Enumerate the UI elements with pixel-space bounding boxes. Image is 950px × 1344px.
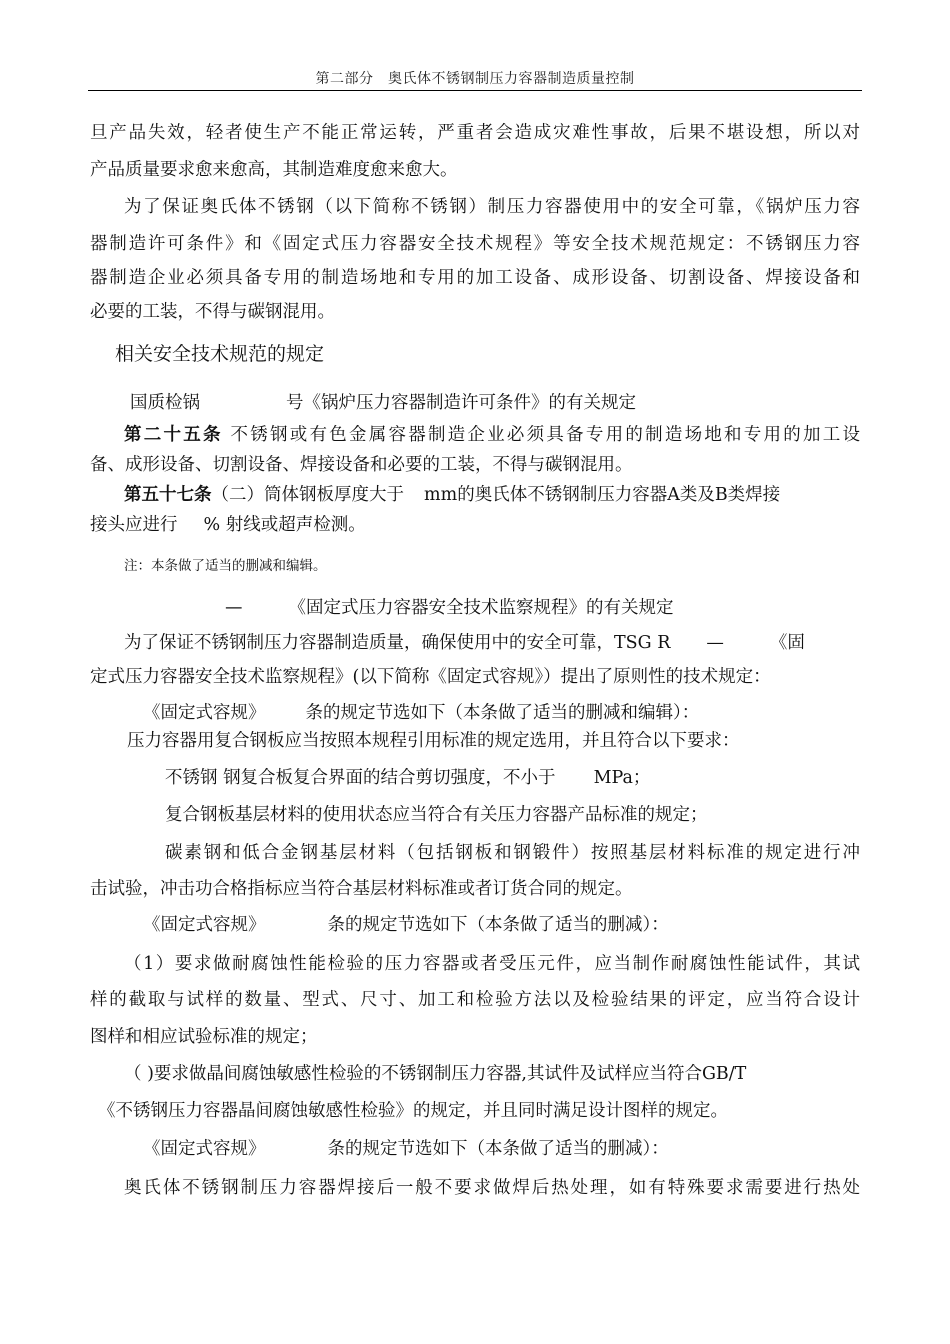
art57-cont — [90, 515, 366, 535]
item1-b: MPa； — [593, 768, 651, 788]
c1-cont-1: 样的截取与试样的数量、型式、尺寸、加工和检验方法以及检验结果的评定，应当符合设计 — [90, 990, 860, 1010]
item3-cont: 击试验，冲击功合格指标应当符合基层材料标准或者订货合同的规定。 — [90, 879, 633, 899]
page-header: 第二部分 奥氏体不锈钢制压力容器制造质量控制 — [315, 71, 635, 87]
sub2-p1-b: — — [706, 633, 724, 653]
sub2-p1-c: 《固 — [769, 633, 805, 653]
art57-cont-b: % 射线或超声检测。 — [203, 515, 366, 535]
art57-label: 第五十七条 — [124, 485, 212, 505]
intro-line-6: 必要的工装，不得与碳钢混用。 — [90, 302, 335, 322]
sub1-title-b: 号《锅炉压力容器制造许可条件》的有关规定 — [286, 393, 636, 413]
sub2-title — [225, 598, 674, 618]
sel2-line — [143, 915, 669, 935]
art25-cont: 备、成形设备、切割设备、焊接设备和必要的工装，不得与碳钢混用。 — [90, 455, 633, 475]
sub2-p1 — [124, 633, 805, 653]
sub2-p1-cont: 定式压力容器安全技术监察规程》(以下简称《固定式容规》）提出了原则性的技术规定： — [90, 667, 771, 687]
sel3-a: 《固定式容规》 — [143, 1139, 266, 1159]
art25-text: 不锈钢或有色金属容器制造企业必须具备专用的制造场地和专用的加工设 — [230, 425, 861, 445]
art57-cont-a: 接头应进行 — [90, 515, 178, 535]
art25-label: 第二十五条 — [124, 425, 223, 445]
header-rule — [88, 90, 862, 91]
sub1-title-a: 国质检锅 — [130, 393, 200, 413]
item1-line — [165, 768, 650, 788]
intro-line-2: 产品质量要求愈来愈高，其制造难度愈来愈大。 — [90, 160, 458, 180]
sel1-line — [143, 703, 699, 723]
sel1-line-2: 压力容器用复合钢板应当按照本规程引用标准的规定选用，并且符合以下要求： — [127, 731, 740, 751]
sel1-a: 《固定式容规》 — [143, 703, 266, 723]
sub1-note: 注：本条做了适当的删减和编辑。 — [124, 558, 327, 574]
art57-text-a: （二）筒体钢板厚度大于 — [211, 485, 404, 505]
c2-cont: 《不锈钢压力容器晶间腐蚀敏感性检验》的规定，并且同时满足设计图样的规定。 — [98, 1101, 728, 1121]
art25-line — [124, 425, 860, 445]
intro-line-3: 为了保证奥氏体不锈钢（以下简称不锈钢）制压力容器使用中的安全可靠，《锅炉压力容 — [124, 197, 860, 217]
sub1-title — [130, 393, 636, 413]
sub2-p1-a: 为了保证不锈钢制压力容器制造质量，确保使用中的安全可靠，TSG R — [124, 633, 671, 653]
sub2-title-a: — — [225, 598, 243, 618]
c2-line: （ )要求做晶间腐蚀敏感性检验的不锈钢制压力容器,其试件及试样应当符合GB/T — [124, 1064, 747, 1084]
item1-a: 不锈钢 钢复合板复合界面的结合剪切强度，不小于 — [165, 768, 556, 788]
sel1-b: 条的规定节选如下（本条做了适当的删减和编辑）： — [305, 703, 700, 723]
art57-line — [124, 485, 780, 505]
intro-line-4: 器制造许可条件》和《固定式压力容器安全技术规程》等安全技术规范规定：不锈钢压力容 — [90, 234, 860, 254]
item3-line: 碳素钢和低合金钢基层材料（包括钢板和钢锻件）按照基层材料标准的规定进行冲 — [165, 843, 860, 863]
section-heading: 相关安全技术规范的规定 — [115, 343, 325, 365]
sel2-a: 《固定式容规》 — [143, 915, 266, 935]
c1-cont-2: 图样和相应试验标准的规定； — [90, 1027, 318, 1047]
sel3-b: 条的规定节选如下（本条做了适当的删减）： — [327, 1139, 669, 1159]
item2-line: 复合钢板基层材料的使用状态应当符合有关压力容器产品标准的规定； — [165, 805, 708, 825]
art57-text-b: mm的奥氏体不锈钢制压力容器A类及B类焊接 — [424, 485, 781, 505]
intro-line-5: 器制造企业必须具备专用的制造场地和专用的加工设备、成形设备、切割设备、焊接设备和 — [90, 268, 860, 288]
sub2-title-b: 《固定式压力容器安全技术监察规程》的有关规定 — [288, 598, 674, 618]
intro-line-1: 旦产品失效，轻者使生产不能正常运转，严重者会造成灾难性事故，后果不堪设想，所以对 — [90, 123, 860, 143]
last-line: 奥氏体不锈钢制压力容器焊接后一般不要求做焊后热处理，如有特殊要求需要进行热处 — [124, 1178, 860, 1198]
sel3-line — [143, 1139, 669, 1159]
sel2-b: 条的规定节选如下（本条做了适当的删减）： — [327, 915, 669, 935]
c1-line: （1）要求做耐腐蚀性能检验的压力容器或者受压元件，应当制作耐腐蚀性能试件，其试 — [124, 954, 860, 974]
